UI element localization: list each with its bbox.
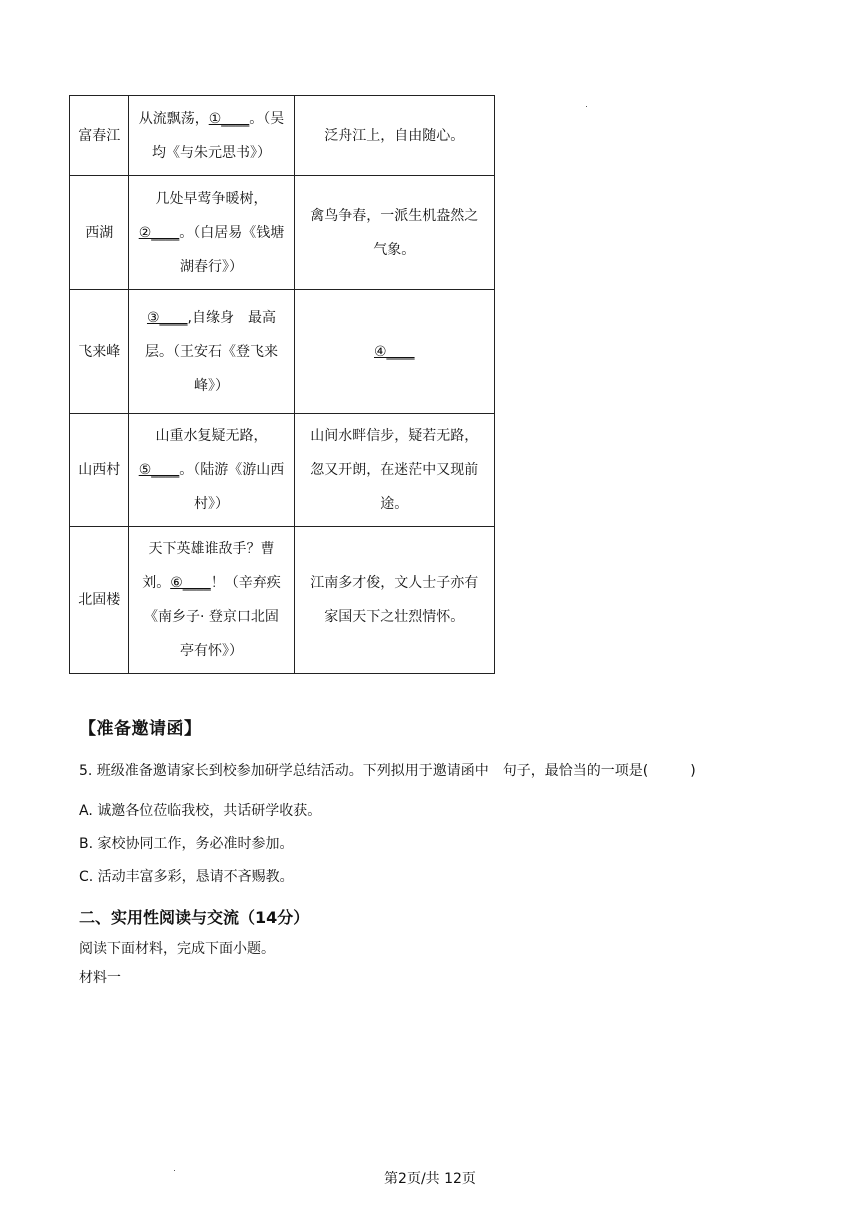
table-row [70,176,495,290]
place-cell: 飞来峰 [70,290,129,414]
fill-blank-3[interactable]: ③____ [146,309,188,326]
question-5: 5. 班级准备邀请家长到校参加研学总结活动。下列拟用于邀请函中 句子，最恰当的一项是( ) [79,763,696,779]
fill-blank-5[interactable]: ⑤____ [138,462,180,478]
option-a[interactable]: A. 诚邀各位莅临我校，共话研学收获。 [79,803,322,819]
table-row [70,96,495,176]
place-cell: 富春江 [70,96,129,176]
fill-blank-2[interactable]: ②____ [138,224,180,241]
scan-dot [586,106,587,107]
feeling-cell: 禽鸟争春，一派生机盎然之气象。 [294,176,494,290]
feeling-cell: 泛舟江上，自由随心。 [294,96,494,176]
part2-heading: 二、实用性阅读与交流（14分） [79,908,310,927]
place-cell: 山西村 [70,414,129,527]
verse-cell [129,176,294,290]
part2-instruction: 阅读下面材料，完成下面小题。 [79,941,275,957]
verse-after: 。（陆游《游山西村》） [179,462,285,512]
table-row [70,290,495,414]
place-cell: 北固楼 [70,527,129,674]
option-b[interactable]: B. 家校协同工作，务必准时参加。 [79,836,294,852]
verse-cell [129,414,294,527]
verse-before: 天下英雄谁敌手？曹刘。 [142,541,275,591]
poem-table [69,95,495,674]
material-label: 材料一 [79,970,121,986]
verse-cell [129,96,294,176]
fill-blank-4[interactable]: ④____ [374,343,415,360]
verse-cell [129,527,294,674]
fill-blank-6[interactable]: ⑥____ [170,575,211,591]
verse-after: ！（辛弃疾《南乡子· 登京口北固亭有怀》） [144,575,281,659]
verse-after: ,自缘身 最高层。（王安石《登飞来峰》） [144,309,278,394]
option-c[interactable]: C. 活动丰富多彩，恳请不吝赐教。 [79,869,294,885]
verse-after: 。（吴均《与朱元思书》） [151,110,285,161]
page-footer: 第2页/共 12页 [384,1171,476,1187]
place-cell: 西湖 [70,176,129,290]
feeling-cell: 山间水畔信步，疑若无路，忽又开朗，在迷茫中又现前途。 [294,414,494,527]
verse-cell [129,290,294,414]
fill-blank-1[interactable]: ①____ [208,110,250,127]
feeling-cell [294,290,494,414]
section-heading: 【准备邀请函】 [79,719,202,739]
verse-after: 。（白居易《钱塘湖春行》） [179,224,285,275]
verse-before: 山重水复疑无路， [155,428,268,444]
verse-before: 从流飘荡， [138,110,209,127]
table-row [70,414,495,527]
verse-before: 几处早莺争暖树， [155,190,268,207]
feeling-cell: 江南多才俊，文人士子亦有家国天下之壮烈情怀。 [294,527,494,674]
table-row [70,527,495,674]
